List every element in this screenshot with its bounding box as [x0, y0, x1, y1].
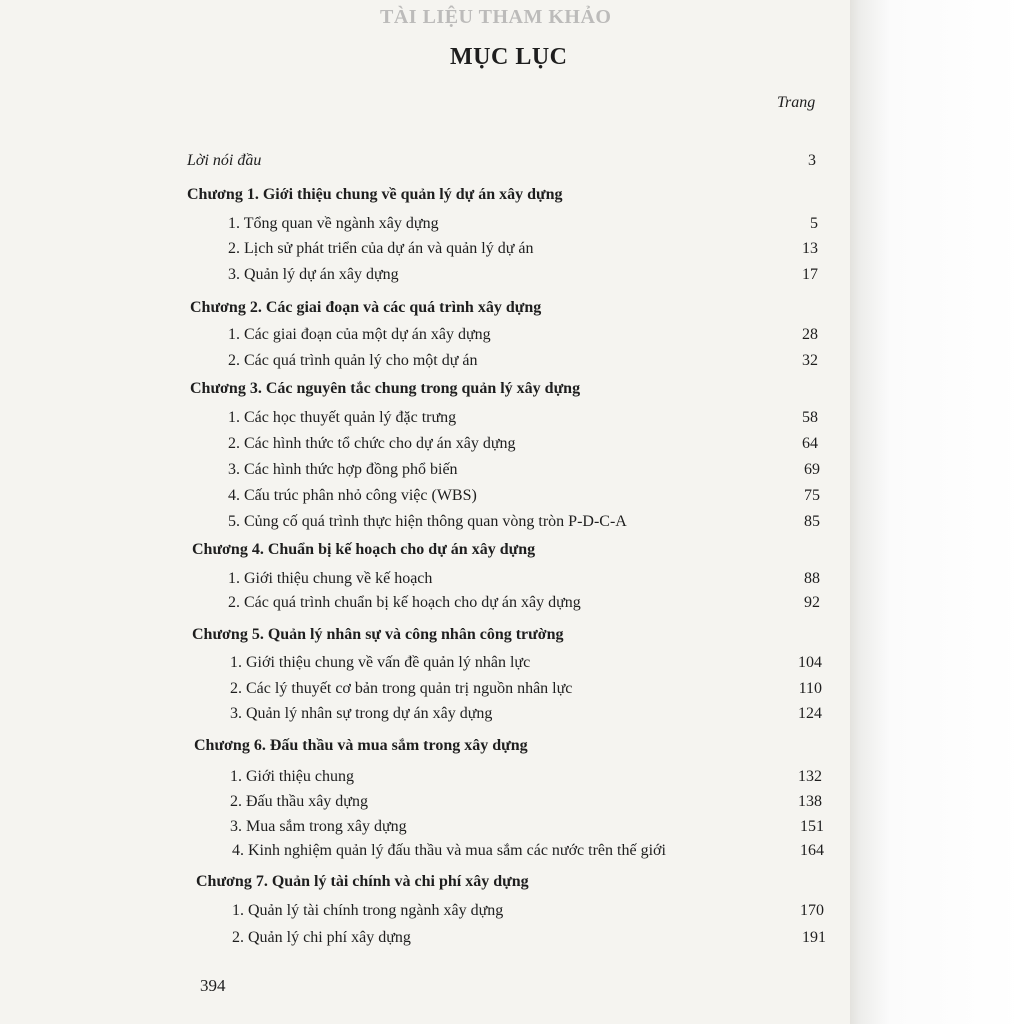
- toc-chapter-heading: Chương 7. Quản lý tài chính và chi phí xây dựng: [196, 873, 529, 890]
- toc-page-number: 3: [808, 152, 816, 169]
- toc-page-number: 104: [798, 654, 822, 671]
- toc-page-number: 64: [802, 435, 818, 452]
- toc-chapter-heading: Chương 4. Chuẩn bị kế hoạch cho dự án xây dựng: [192, 541, 536, 558]
- toc-chapter-heading: Chương 1. Giới thiệu chung về quản lý dự án xây dựng: [187, 186, 563, 203]
- toc-entry: 5. Củng cố quá trình thực hiện thông quan vòng tròn P-D-C-A: [228, 513, 627, 530]
- toc-entry: 2. Các quá trình chuẩn bị kế hoạch cho dự án xây dựng: [228, 594, 581, 611]
- toc-page-number: 164: [800, 842, 824, 859]
- show-through-title: TÀI LIỆU THAM KHẢO: [380, 6, 612, 28]
- toc-entry: 1. Các giai đoạn của một dự án xây dựng: [228, 326, 491, 343]
- toc-page-number: 69: [804, 461, 820, 478]
- toc-page-number: 75: [804, 487, 820, 504]
- toc-page-number: 28: [802, 326, 818, 343]
- toc-page-number: 170: [800, 902, 824, 919]
- toc-chapter-heading: Chương 2. Các giai đoạn và các quá trình xây dựng: [190, 299, 542, 316]
- toc-page-number: 5: [810, 215, 818, 232]
- toc-entry: 2. Các hình thức tổ chức cho dự án xây dựng: [228, 435, 516, 452]
- toc-entry: 2. Quản lý chi phí xây dựng: [232, 929, 411, 946]
- page-title: MỤC LỤC: [450, 44, 568, 70]
- toc-entry: Lời nói đầu: [187, 152, 262, 169]
- toc-entry: 3. Mua sắm trong xây dựng: [230, 818, 407, 835]
- toc-page-number: 88: [804, 570, 820, 587]
- toc-entry: 4. Kinh nghiệm quản lý đấu thầu và mua sắm các nước trên thế giới: [232, 842, 666, 859]
- toc-page-number: 17: [802, 266, 818, 283]
- toc-page-number: 132: [798, 768, 822, 785]
- toc-entry: 2. Các lý thuyết cơ bản trong quản trị nguồn nhân lực: [230, 680, 573, 697]
- toc-chapter-heading: Chương 5. Quản lý nhân sự và công nhân công trường: [192, 626, 564, 643]
- toc-chapter-heading: Chương 6. Đấu thầu và mua sắm trong xây dựng: [194, 737, 528, 754]
- toc-page-number: 110: [798, 680, 822, 697]
- page-column-label: Trang: [777, 94, 816, 111]
- toc-entry: 1. Giới thiệu chung: [230, 768, 354, 785]
- toc-chapter-heading: Chương 3. Các nguyên tắc chung trong quản lý xây dựng: [190, 380, 581, 397]
- toc-entry: 2. Lịch sử phát triển của dự án và quản lý dự án: [228, 240, 534, 257]
- toc-entry: 1. Giới thiệu chung về kế hoạch: [228, 570, 433, 587]
- toc-page-number: 13: [802, 240, 818, 257]
- toc-entry: 2. Các quá trình quản lý cho một dự án: [228, 352, 478, 369]
- toc-entry: 1. Quản lý tài chính trong ngành xây dựng: [232, 902, 504, 919]
- toc-page-number: 191: [802, 929, 826, 946]
- toc-entry: 2. Đấu thầu xây dựng: [230, 793, 368, 810]
- toc-page-number: 85: [804, 513, 820, 530]
- page-number: 394: [200, 976, 226, 995]
- toc-page-number: 151: [800, 818, 824, 835]
- toc-page-number: 92: [804, 594, 820, 611]
- toc-entry: 3. Các hình thức hợp đồng phổ biến: [228, 461, 458, 478]
- toc-page-number: 138: [798, 793, 822, 810]
- toc-page-number: 32: [802, 352, 818, 369]
- toc-entry: 3. Quản lý nhân sự trong dự án xây dựng: [230, 705, 493, 722]
- toc-entry: 1. Tổng quan về ngành xây dựng: [228, 215, 439, 232]
- toc-entry: 1. Giới thiệu chung về vấn đề quản lý nhân lực: [230, 654, 531, 671]
- toc-page-number: 124: [798, 705, 822, 722]
- toc-page-number: 58: [802, 409, 818, 426]
- page-edge-shadow: [850, 0, 1024, 1024]
- toc-entry: 3. Quản lý dự án xây dựng: [228, 266, 399, 283]
- toc-entry: 1. Các học thuyết quản lý đặc trưng: [228, 409, 457, 426]
- toc-entry: 4. Cấu trúc phân nhỏ công việc (WBS): [228, 487, 477, 504]
